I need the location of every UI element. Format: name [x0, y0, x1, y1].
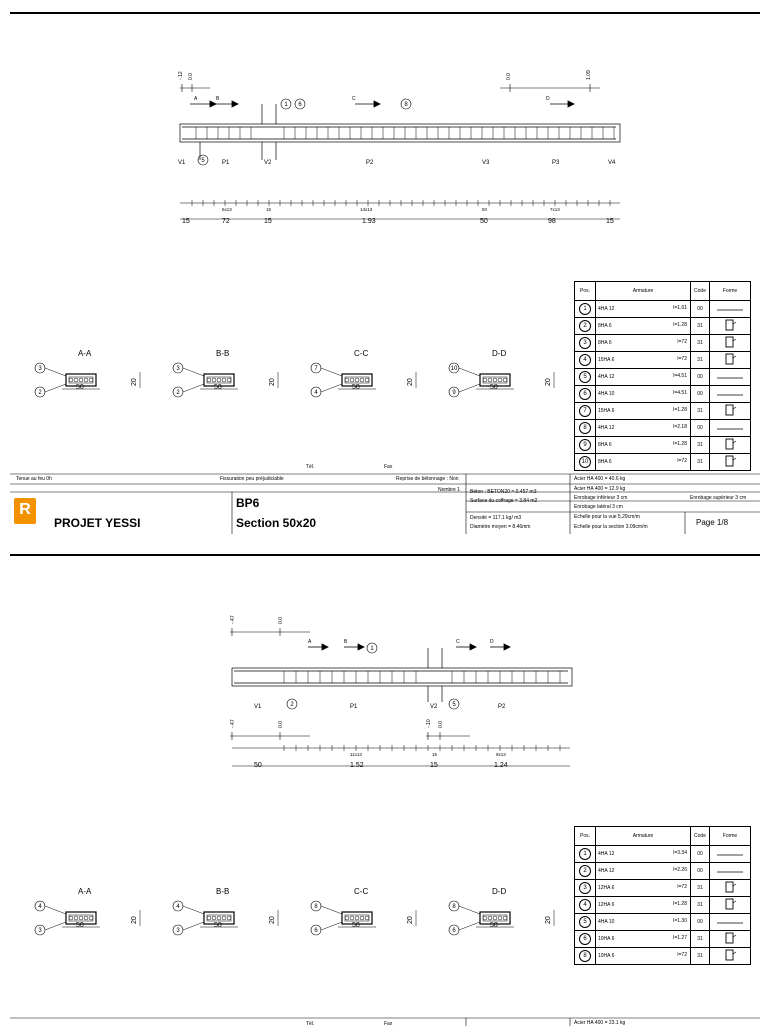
pos-number: 8	[579, 950, 591, 962]
bottom-cover: Enrobage inférieur 3 cm	[574, 495, 628, 501]
col-header-pos: Pos.	[575, 282, 596, 301]
rebar-schedule-table-2	[574, 826, 751, 965]
shape-code: 31	[691, 454, 710, 471]
support-label: V2	[430, 704, 438, 710]
steel-weight-1: Acier HA 400 = 23.1 kg	[574, 1020, 626, 1026]
level-label: 0.0	[278, 617, 284, 624]
pos-callout: 5	[452, 702, 456, 708]
section-scale: Echelle pour la section 3.09cm/m	[574, 524, 648, 530]
section-width: 50	[76, 384, 84, 391]
concrete-volume: Béton : BETON20 = 0.457 m3	[470, 489, 537, 495]
bar-length: l=72	[677, 356, 687, 362]
shape-code: 31	[691, 352, 710, 369]
top-cover: Enrobage supérieur 3 cm	[690, 495, 747, 501]
straight-bar-icon	[710, 846, 751, 863]
mean-diameter: Diamètre moyen = 8.46mm	[470, 524, 531, 530]
span-label: P2	[498, 704, 506, 710]
bar-length: l=2.18	[673, 424, 687, 430]
bar-length: l=72	[677, 339, 687, 345]
table-row	[575, 420, 751, 437]
section-title: B-B	[216, 349, 230, 358]
dimension: 15	[264, 218, 272, 225]
span-label: P1	[350, 704, 358, 710]
bar-length: l=1.28	[673, 322, 687, 328]
bar-length: l=2.26	[673, 867, 687, 873]
col-header-code: Code	[691, 282, 710, 301]
pos-callout: 1	[284, 102, 288, 108]
support-label: V3	[482, 160, 490, 166]
drawing-sheet-2	[10, 554, 760, 1026]
rebar-schedule-table-1	[574, 281, 751, 471]
level-label: 0.0	[278, 721, 284, 728]
col-header-pos: Pos.	[575, 827, 596, 846]
straight-bar-icon	[710, 914, 751, 931]
section-width: 50	[352, 384, 360, 391]
bar-description: 8HA 6	[598, 340, 612, 346]
bar-description: 4HA 10	[598, 391, 615, 397]
section-mark: B	[216, 96, 220, 102]
shape-code: 00	[691, 420, 710, 437]
section-title: A-A	[78, 887, 92, 896]
pos-number: 2	[579, 320, 591, 332]
table-row	[575, 948, 751, 965]
dimension: 50	[254, 762, 262, 769]
col-header-forme: Forme	[710, 827, 751, 846]
tel-label: Tél.	[306, 464, 315, 470]
bar-description: 12HA 6	[598, 902, 615, 908]
shape-code: 31	[691, 437, 710, 454]
section-width: 50	[214, 384, 222, 391]
section-width: 50	[352, 922, 360, 929]
table-row	[575, 386, 751, 403]
shape-code: 00	[691, 863, 710, 880]
section-mark: D	[546, 96, 550, 102]
section-height: 20	[269, 378, 276, 386]
level-label: 1.09	[586, 70, 592, 80]
shape-code: 00	[691, 386, 710, 403]
support-label: V2	[264, 160, 272, 166]
bar-length: l=1.61	[673, 305, 687, 311]
section-mark: B	[344, 639, 348, 645]
table-row	[575, 318, 751, 335]
table-row	[575, 454, 751, 471]
stirrup-icon	[710, 352, 751, 369]
fax-label: Fax	[384, 464, 393, 470]
dimension: 15	[182, 218, 190, 225]
table-row	[575, 335, 751, 352]
bar-description: 4HA 12	[598, 374, 615, 380]
pos-callout: 6	[314, 928, 318, 934]
section-name: Section 50x20	[236, 516, 317, 530]
spacing-label: 11x13	[350, 752, 362, 757]
level-label: -.12	[178, 71, 184, 80]
bar-length: l=3.34	[673, 850, 687, 856]
pos-callout: 8	[452, 904, 456, 910]
spacing-label: 15	[266, 207, 272, 212]
dimension: 1.24	[494, 762, 508, 769]
dimension: 72	[222, 218, 230, 225]
pos-callout: 2	[176, 390, 180, 396]
span-label: P1	[222, 160, 230, 166]
dimension: 1.93	[362, 218, 376, 225]
pos-callout: 9	[452, 390, 456, 396]
section-title: B-B	[216, 887, 230, 896]
bar-length: l=4.51	[673, 373, 687, 379]
pos-number: 4	[579, 899, 591, 911]
support-label: V4	[608, 160, 616, 166]
spacing-label: 15	[432, 752, 438, 757]
dimension: 98	[548, 218, 556, 225]
dimension: 1.52	[350, 762, 364, 769]
shape-code: 31	[691, 403, 710, 420]
table-row	[575, 897, 751, 914]
level-label: -.47	[230, 615, 236, 624]
section-height: 20	[545, 916, 552, 924]
stirrup-icon	[710, 454, 751, 471]
pos-callout: 3	[176, 366, 180, 372]
pos-number: 5	[579, 371, 591, 383]
level-label: 0.0	[188, 73, 194, 80]
bar-description: 4HA 12	[598, 425, 615, 431]
pos-number: 10	[579, 456, 591, 468]
section-mark: C	[352, 96, 356, 102]
stirrup-icon	[710, 948, 751, 965]
section-width: 50	[490, 922, 498, 929]
table-row	[575, 931, 751, 948]
pos-callout: 6	[452, 928, 456, 934]
bar-length: l=1.27	[673, 935, 687, 941]
section-title: C-C	[354, 887, 369, 896]
stirrup-icon	[710, 897, 751, 914]
pos-callout: 4	[38, 904, 42, 910]
drawing-sheet-1	[10, 12, 760, 534]
bar-length: l=1.28	[673, 441, 687, 447]
spacing-label: 7x13	[550, 207, 560, 212]
section-width: 50	[76, 922, 84, 929]
table-row	[575, 352, 751, 369]
shape-code: 31	[691, 335, 710, 352]
pos-callout: 2	[38, 390, 42, 396]
table-row	[575, 846, 751, 863]
bar-description: 10HA 6	[598, 936, 615, 942]
pos-number: 5	[579, 916, 591, 928]
section-height: 20	[131, 916, 138, 924]
section-mark: A	[194, 96, 198, 102]
fax-label: Fax	[384, 1021, 393, 1027]
table-row	[575, 437, 751, 454]
shape-code: 00	[691, 369, 710, 386]
dimension: 15	[430, 762, 438, 769]
steel-weight-1: Acier HA 400 = 40.6 kg	[574, 476, 626, 482]
spacing-label: 50	[482, 207, 488, 212]
shape-code: 31	[691, 318, 710, 335]
bar-length: l=72	[677, 458, 687, 464]
bar-length: l=1.28	[673, 901, 687, 907]
level-label: -.47	[230, 719, 236, 728]
straight-bar-icon	[710, 386, 751, 403]
table-row	[575, 914, 751, 931]
stirrup-icon	[710, 318, 751, 335]
section-height: 20	[545, 378, 552, 386]
pos-callout: 5	[201, 158, 205, 164]
section-mark: A	[308, 639, 312, 645]
spacing-label: 5x13	[222, 207, 232, 212]
formwork-area: Surface du coffrage = 3.84 m2	[470, 498, 538, 504]
pos-number: 4	[579, 354, 591, 366]
pos-callout: 3	[38, 366, 42, 372]
table-row	[575, 369, 751, 386]
bar-description: 8HA 6	[598, 459, 612, 465]
bar-length: l=1.28	[673, 407, 687, 413]
dimension: 50	[480, 218, 488, 225]
section-height: 20	[407, 378, 414, 386]
col-header-armature: Armature	[596, 282, 691, 301]
span-label: P2	[366, 160, 374, 166]
pos-number: 6	[579, 933, 591, 945]
col-header-forme: Forme	[710, 282, 751, 301]
stirrup-icon	[710, 880, 751, 897]
section-mark: C	[456, 639, 460, 645]
section-title: D-D	[492, 349, 507, 358]
pos-callout: 10	[450, 366, 458, 372]
col-header-code: Code	[691, 827, 710, 846]
section-height: 20	[131, 378, 138, 386]
pos-number: 1	[579, 848, 591, 860]
table-row	[575, 403, 751, 420]
straight-bar-icon	[710, 369, 751, 386]
section-width: 50	[490, 384, 498, 391]
quantity: Nombre 1	[438, 487, 460, 493]
shape-code: 00	[691, 301, 710, 318]
pos-callout: 8	[404, 102, 408, 108]
spacing-label: 14x13	[360, 207, 373, 212]
pos-number: 2	[579, 865, 591, 877]
pos-callout: 7	[314, 366, 318, 372]
bar-description: 15HA 6	[598, 408, 615, 414]
software-logo: R	[14, 498, 36, 524]
dimension: 15	[606, 218, 614, 225]
pos-callout: 3	[38, 928, 42, 934]
pos-callout: 3	[176, 928, 180, 934]
stirrup-icon	[710, 931, 751, 948]
pos-number: 3	[579, 337, 591, 349]
section-mark: D	[490, 639, 494, 645]
straight-bar-icon	[710, 301, 751, 318]
pos-callout: 2	[290, 702, 294, 708]
page-number: Page 1/8	[696, 518, 729, 527]
section-width: 50	[214, 922, 222, 929]
pos-number: 9	[579, 439, 591, 451]
bar-description: 12HA 6	[598, 885, 615, 891]
pos-number: 8	[579, 422, 591, 434]
bar-description: 4HA 12	[598, 851, 615, 857]
pos-callout: 4	[314, 390, 318, 396]
pos-callout: 8	[314, 904, 318, 910]
bar-description: 4HA 10	[598, 919, 615, 925]
section-height: 20	[269, 916, 276, 924]
section-title: A-A	[78, 349, 92, 358]
bar-description: 4HA 12	[598, 868, 615, 874]
shape-code: 31	[691, 897, 710, 914]
bar-description: 8HA 6	[598, 442, 612, 448]
pos-callout: 4	[176, 904, 180, 910]
shape-code: 00	[691, 846, 710, 863]
shape-code: 00	[691, 914, 710, 931]
stirrup-icon	[710, 403, 751, 420]
pos-number: 1	[579, 303, 591, 315]
cracking-class: Fissuration peu préjudiciable	[220, 476, 284, 482]
pos-number: 7	[579, 405, 591, 417]
support-label: V1	[178, 160, 186, 166]
bar-description: 4HA 12	[598, 306, 615, 312]
shape-code: 31	[691, 931, 710, 948]
pos-number: 6	[579, 388, 591, 400]
spacing-label: 9x13	[496, 752, 506, 757]
bar-length: l=72	[677, 884, 687, 890]
table-row	[575, 880, 751, 897]
fire-rating: Tenue au feu 0h	[16, 476, 52, 482]
pos-callout: 6	[298, 102, 302, 108]
bar-description: 8HA 6	[598, 323, 612, 329]
bar-length: l=4.51	[673, 390, 687, 396]
pos-number: 3	[579, 882, 591, 894]
shape-code: 31	[691, 948, 710, 965]
density: Densité = 117.1 kg/ m3	[470, 515, 522, 521]
straight-bar-icon	[710, 420, 751, 437]
level-label: -.10	[426, 719, 432, 728]
col-header-armature: Armature	[596, 827, 691, 846]
steel-weight-2: Acier HA 400 = 12.9 kg	[574, 486, 626, 492]
bar-length: l=1.30	[673, 918, 687, 924]
table-row	[575, 301, 751, 318]
concrete-joint: Reprise de bétonnage : Non	[396, 476, 459, 482]
side-cover: Enrobage latéral 3 cm	[574, 504, 623, 510]
level-label: 0.0	[438, 721, 444, 728]
straight-bar-icon	[710, 863, 751, 880]
pos-callout: 1	[370, 646, 374, 652]
section-title: D-D	[492, 887, 507, 896]
bar-description: 15HA 6	[598, 357, 615, 363]
stirrup-icon	[710, 437, 751, 454]
section-height: 20	[407, 916, 414, 924]
section-title: C-C	[354, 349, 369, 358]
project-name: PROJET YESSI	[54, 516, 141, 530]
support-label: V1	[254, 704, 262, 710]
shape-code: 31	[691, 880, 710, 897]
bar-length: l=72	[677, 952, 687, 958]
table-row	[575, 863, 751, 880]
span-label: P3	[552, 160, 560, 166]
tel-label: Tél.	[306, 1021, 315, 1027]
bar-description: 10HA 6	[598, 953, 615, 959]
level-label: 0.0	[506, 73, 512, 80]
view-scale: Echelle pour la vue 5.29cm/m	[574, 514, 640, 520]
element-name: BP6	[236, 496, 260, 510]
stirrup-icon	[710, 335, 751, 352]
